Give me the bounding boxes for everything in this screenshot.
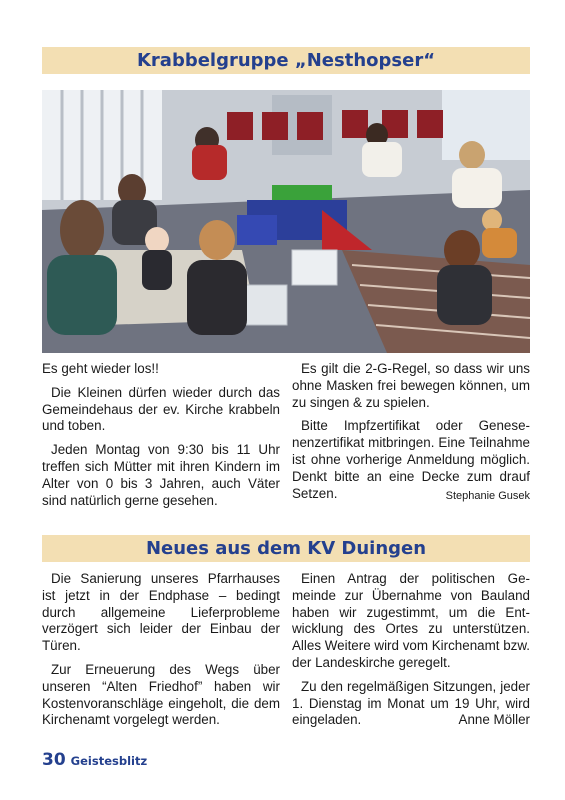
krabbelgruppe-right-column (292, 361, 530, 504)
section-title: Krabbelgruppe „Nesthopser“ (136, 50, 436, 71)
author-signature: Stephanie Gusek (445, 489, 530, 502)
paragraph: Zu den regelmäßigen Sitzungen, jeder 1. Dienstag im Monat um 19 Uhr, wird eingeladen. (292, 678, 530, 728)
section-banner-kv-duingen (42, 535, 530, 562)
page-footer (42, 750, 147, 770)
paragraph: Die Sanierung unseres Pfarrhauses ist jetzt in der Endphase – bedingt durch allgemeine Lieferprobleme verzögert sich leider der Einbau der Türen. (42, 571, 280, 654)
magazine-name: Geistesblitz (70, 754, 148, 768)
page-number: 30 (42, 750, 66, 770)
kv-right-column (292, 571, 530, 736)
group-photo (42, 90, 530, 353)
paragraph: Es geht wieder los!! (42, 361, 159, 376)
paragraph: Bitte Impfzertifikat oder Genesenenzertifikat mitbringen. Eine Teilnahme ist ohne vorherige Anmeldung möglich. Denkt bitte an eine Decke zum drauf Setzen. (292, 418, 530, 501)
paragraph: Zur Erneuerung des Wegs über unseren “Alten Friedhof” haben wir Kostenvoranschläge eingeholt, die dem Kirchenamt vorgelegt werden. (42, 661, 280, 728)
section-banner-krabbelgruppe (42, 47, 530, 74)
krabbelgruppe-left-column (42, 361, 280, 516)
photo-of-toddler-play-group (42, 90, 530, 353)
section-title: Neues aus dem KV Duingen (145, 538, 427, 559)
paragraph: Einen Antrag der politischen Gemeinde zur Übernahme von Bauland haben wir zugestimmt, um die Entwicklung des Ortes zu unterstützen. Alles Weitere wird vom Kirchenamt bzw. der Landeskirche geregelt. (292, 571, 530, 670)
author-signature: Anne Möller (458, 712, 530, 728)
paragraph: Es gilt die 2-G-Regel, so dass wir uns ohne Masken frei bewegen können, um zu singen & zu spielen. (292, 361, 530, 410)
paragraph: Jeden Montag von 9:30 bis 11 Uhr treffen sich Mütter mit ihren Kindern im Alter von 0 bis 3 Jahren, auch Väter sind natürlich gerne gesehen. (42, 442, 280, 508)
kv-left-column (42, 571, 280, 736)
paragraph: Die Kleinen dürfen wieder durch das Gemeindehaus der ev. Kirche krabbeln und toben. (42, 384, 280, 434)
